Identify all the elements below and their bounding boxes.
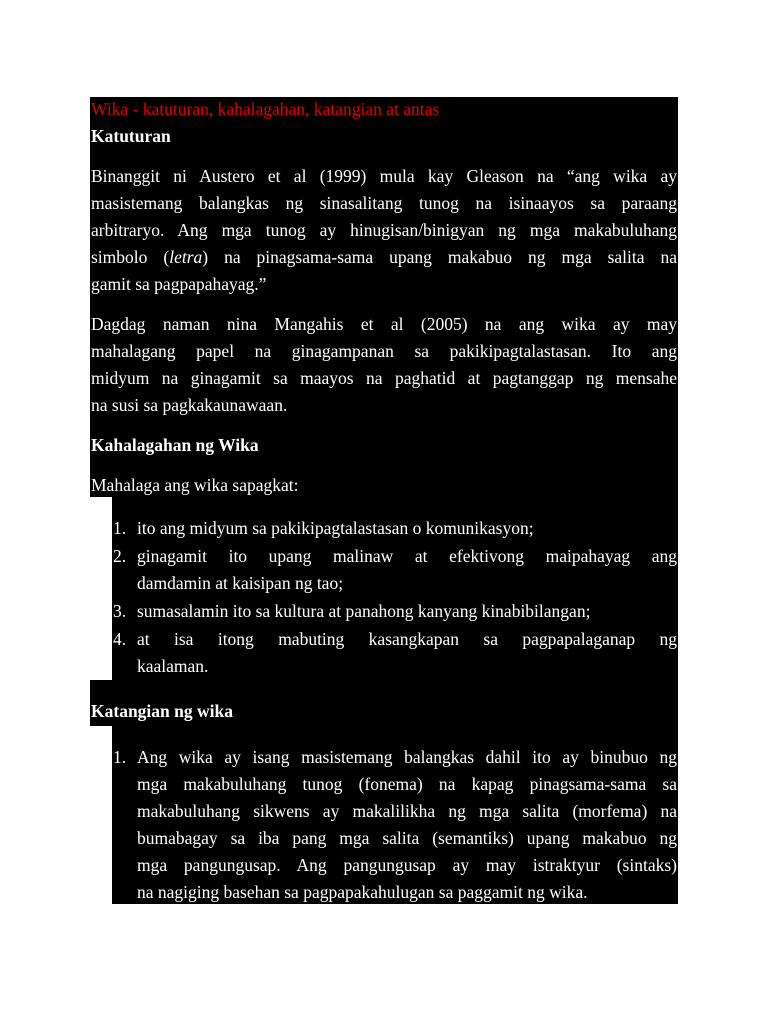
list-item-line: kaalaman. <box>137 656 209 676</box>
paragraph-line <box>91 244 677 271</box>
list-item-line: at isa itong mabuting kasangkapan sa pagpapalaganap ng <box>137 629 677 649</box>
list-number: 2. <box>113 546 127 566</box>
list-item-line: na nagiging basehan sa pagpapakahulugan sa paggamit ng wika. <box>137 882 588 902</box>
emphasis-letra: letra <box>169 247 203 267</box>
paragraph-line: gamit sa pagpapahayag.” <box>91 274 267 294</box>
paragraph-line: Dagdag naman nina Mangahis et al (2005) na ang wika ay may <box>91 314 677 334</box>
paragraph-line: Binanggit ni Austero et al (1999) mula kay Gleason na “ang wika ay <box>91 166 677 186</box>
list-number: 3. <box>113 601 127 621</box>
list-item-line: ginagamit ito upang malinaw at efektivong maipahayag ang <box>137 546 677 566</box>
list-item-line: sumasalamin ito sa kultura at panahong kanyang kinabibilangan; <box>137 601 591 621</box>
list-number: 4. <box>113 629 127 649</box>
paragraph-line: arbitraryo. Ang mga tunog ay hinugisan/binigyan ng mga makabuluhang <box>91 220 677 240</box>
paragraph-line: midyum na ginagamit sa maayos na paghatid at pagtanggap ng mensahe <box>91 368 677 388</box>
list-item-line: makabuluhang sikwens ay makalilikha ng mga salita (morfema) na <box>137 801 677 821</box>
list-item-line: ito ang midyum sa pakikipagtalastasan o komunikasyon; <box>137 518 534 538</box>
list-number: 1. <box>113 747 127 767</box>
text-fragment: simbolo ( <box>91 247 170 267</box>
section-heading-kahalagahan: Kahalagahan ng Wika <box>91 435 259 455</box>
text-fragment: ) na pinagsama-sama upang makabuo ng mga salita na <box>202 247 677 267</box>
paragraph-line: na susi sa pagkakaunawaan. <box>91 395 288 415</box>
list-item-line: bumabagay sa iba pang mga salita (semantiks) upang makabuo ng <box>137 828 677 848</box>
section-heading-katangian: Katangian ng wika <box>91 701 233 721</box>
list-intro: Mahalaga ang wika sapagkat: <box>91 475 299 495</box>
section-heading-katuturan: Katuturan <box>91 126 171 146</box>
list-item-line: mga makabuluhang tunog (fonema) na kapag pinagsama-sama sa <box>137 774 677 794</box>
list-item-line: damdamin at kaisipan ng tao; <box>137 573 344 593</box>
list-item-line: mga pangungusap. Ang pangungusap ay may istraktyur (sintaks) <box>137 855 677 875</box>
paragraph-line: masistemang balangkas ng sinasalitang tunog na isinaayos sa paraang <box>91 193 677 213</box>
list-number: 1. <box>113 518 127 538</box>
paragraph-line: mahalagang papel na ginagampanan sa pakikipagtalastasan. Ito ang <box>91 341 677 361</box>
list-item-line: Ang wika ay isang masistemang balangkas dahil ito ay binubuo ng <box>137 747 677 767</box>
document-title: Wika - katuturan, kahalagahan, katangian at antas <box>91 99 440 119</box>
